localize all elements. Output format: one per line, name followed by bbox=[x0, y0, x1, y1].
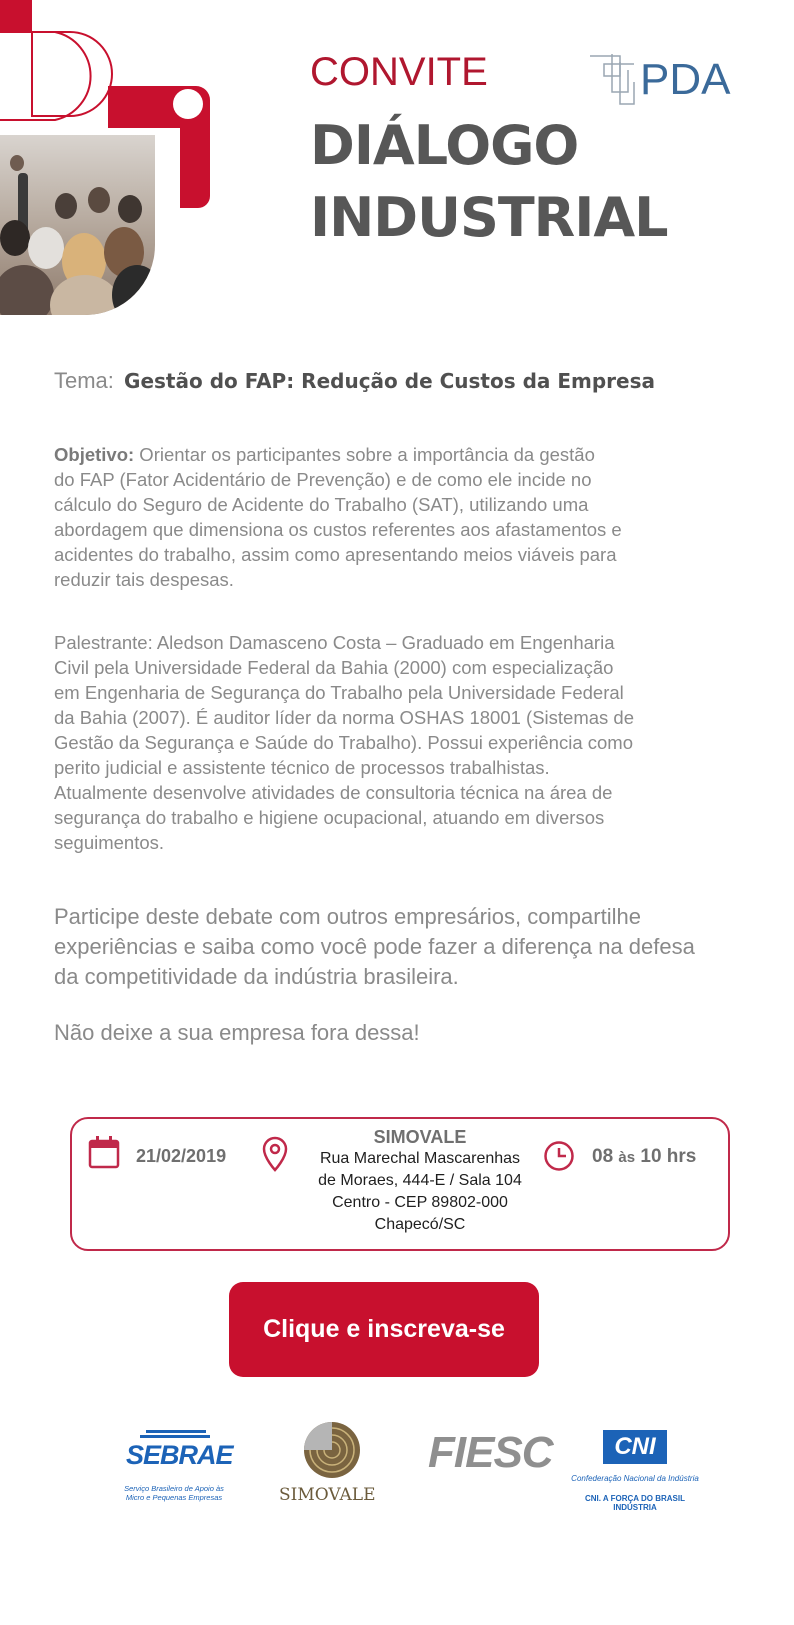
tema bbox=[54, 368, 655, 394]
objetivo-line: cálculo do Seguro de Acidente do Trabalho (SAT), utilizando uma bbox=[54, 494, 589, 515]
invite-label: CONVITE bbox=[310, 50, 488, 94]
palestrante-line: em Engenharia de Segurança do Trabalho pela Universidade Federal bbox=[54, 682, 624, 703]
objetivo-line: reduzir tais despesas. bbox=[54, 569, 234, 590]
time-separator: às bbox=[618, 1149, 636, 1166]
objetivo-line: abordagem que dimensiona os custos referentes aos afastamentos e bbox=[54, 519, 622, 540]
palestrante-line: da Bahia (2007). É auditor líder da norma OSHAS 18001 (Sistemas de bbox=[54, 707, 634, 728]
palestrante-line: seguimentos. bbox=[54, 832, 165, 853]
location-pin-icon bbox=[262, 1136, 288, 1172]
venue-name: SIMOVALE bbox=[373, 1127, 467, 1147]
tema-label: Tema: bbox=[54, 368, 114, 393]
cta-line: experiências e saiba como você pode fazer a diferença na defesa bbox=[54, 934, 695, 959]
title-line-1: DIÁLOGO bbox=[310, 114, 579, 177]
palestrante-line: Palestrante: Aledson Damasceno Costa – Graduado em Engenharia bbox=[54, 632, 615, 653]
fiesc-logo: FIESC bbox=[428, 1428, 553, 1477]
address-line: Chapecó/SC bbox=[374, 1216, 466, 1233]
address-line: Centro - CEP 89802-000 bbox=[332, 1194, 508, 1211]
tema-value: Gestão do FAP: Redução de Custos da Empresa bbox=[124, 369, 656, 393]
objetivo-paragraph bbox=[54, 442, 714, 592]
register-button[interactable]: Clique e inscreva-se bbox=[229, 1282, 539, 1377]
objetivo-line: acidentes do trabalho, assim como apresentando meios viáveis para bbox=[54, 544, 617, 565]
event-time bbox=[592, 1146, 696, 1168]
clock-icon bbox=[543, 1140, 575, 1172]
cta-line: Participe deste debate com outros empresários, compartilhe bbox=[54, 904, 641, 929]
cni-slogan: CNI. A FORÇA DO BRASIL INDÚSTRIA bbox=[585, 1494, 685, 1512]
address-line: de Moraes, 444-E / Sala 104 bbox=[318, 1172, 522, 1189]
objetivo-line: Orientar os participantes sobre a importância da gestão bbox=[134, 444, 595, 465]
cta-paragraph bbox=[54, 902, 734, 992]
simovale-emblem-icon bbox=[300, 1420, 364, 1480]
cta-line: da competitividade da indústria brasileira. bbox=[54, 964, 459, 989]
sebrae-logo: SEBRAE bbox=[126, 1440, 233, 1470]
closing-line: Não deixe a sua empresa fora dessa! bbox=[54, 1020, 420, 1045]
cni-logo: CNI bbox=[603, 1430, 667, 1464]
page-title bbox=[310, 110, 668, 254]
event-date: 21/02/2019 bbox=[136, 1146, 227, 1166]
calendar-icon bbox=[88, 1135, 120, 1169]
palestrante-line: Civil pela Universidade Federal da Bahia (2000) com especialização bbox=[54, 657, 614, 678]
palestrante-paragraph bbox=[54, 630, 714, 855]
palestrante-line: Atualmente desenvolve atividades de consultoria técnica na área de bbox=[54, 782, 613, 803]
time-end: 10 hrs bbox=[640, 1146, 697, 1167]
palestrante-line: perito judicial e assistente técnico de processos trabalhistas. bbox=[54, 757, 550, 778]
address-line: Rua Marechal Mascarenhas bbox=[319, 1150, 521, 1167]
pda-logo-text: PDA bbox=[640, 55, 731, 104]
palestrante-line: segurança do trabalho e higiene ocupacional, atuando em diversos bbox=[54, 807, 605, 828]
objetivo-line: do FAP (Fator Acidentário de Prevenção) e de como ele incide no bbox=[54, 469, 592, 490]
time-start: 08 bbox=[592, 1146, 614, 1167]
event-venue bbox=[300, 1126, 540, 1236]
cni-tagline: Confederação Nacional da Indústria bbox=[571, 1474, 699, 1483]
palestrante-line: Gestão da Segurança e Saúde do Trabalho). Possui experiência como bbox=[54, 732, 634, 753]
title-line-2: INDUSTRIAL bbox=[310, 186, 668, 249]
simovale-logo: SIMOVALE bbox=[279, 1485, 376, 1505]
objetivo-label: Objetivo: bbox=[54, 444, 135, 465]
sebrae-tagline: Serviço Brasileiro de Apoio às Micro e Pequenas Empresas bbox=[124, 1484, 224, 1502]
audience-photo bbox=[0, 135, 155, 315]
